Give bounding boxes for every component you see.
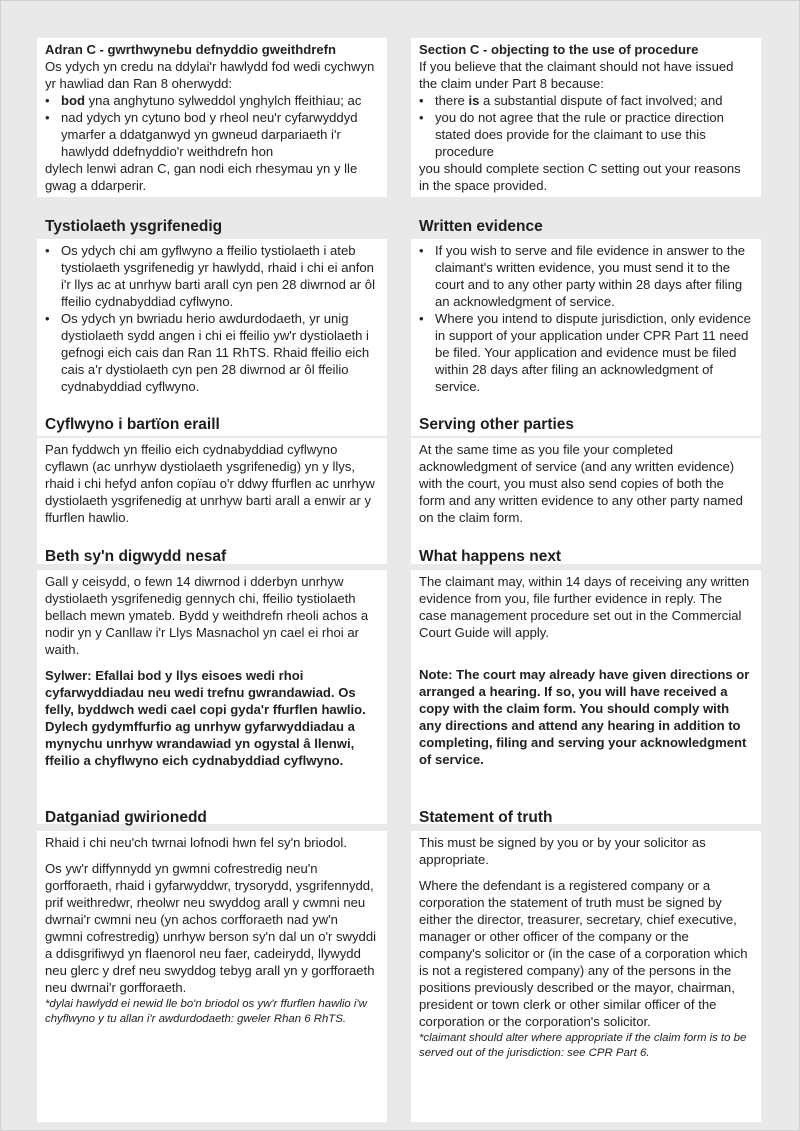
english-written-evidence-box: [411, 239, 761, 436]
english-section-c-box: [411, 38, 761, 197]
english-truth-p2: Where the defendant is a registered company or a corporation the statement of truth must be signed by either the director, treasurer, secretary, chief executive, manager or other officer of the company or the company's solicitor or (in the case of a corporation which is not a registered company) any of the persons in the positions previously described or the mayor, chairman, president or town clerk or other similar officer of the corporation or the corporation's solicitor.: [419, 878, 748, 1029]
english-next-heading: What happens next: [419, 548, 562, 565]
english-next-note: Note: The court may already have given directions or arranged a hearing. If so, you will have received a copy with the claim form. You should comply with any directions and attend any hearing in addition to completing, filing and serving your acknowledgment of service.: [419, 667, 750, 767]
welsh-truth-box: [37, 831, 387, 1122]
english-truth-p1: This must be signed by you or by your solicitor as appropriate.: [419, 835, 706, 867]
welsh-truth-heading: Datganiad gwirionedd: [45, 809, 207, 826]
welsh-truth-note: *dylai hawlydd ei newid lle bo'n briodol os yw'r ffurflen hawlio i'w chyflwyno y tu allan i'r awdurdodaeth: gweler Rhan 6 RhTS.: [45, 998, 367, 1025]
list-item: • Where you intend to dispute jurisdiction, only evidence in support of your application under CPR Part 11 need be filed. Your application and evidence must be filed within 28 days after filing an acknowledgment of service.: [419, 310, 753, 395]
welsh-next-text: Gall y ceisydd, o fewn 14 diwrnod i dderbyn unrhyw dystiolaeth ysgrifenedig gennych chi, ffeilio tystiolaeth bellach mewn ymateb. Bydd y weithdrefn rheoli achos a nodir yn y Canllaw i'r Llys Masnachol yn cael ei rhoi ar waith.: [45, 574, 369, 657]
list-item: • If you wish to serve and file evidence in answer to the claimant's written evidence, you must send it to the court and to any other party within 28 days after filing an acknowledgment of service.: [419, 242, 753, 310]
english-written-evidence-heading: Written evidence: [419, 218, 543, 235]
welsh-truth-p2: Os yw'r diffynnydd yn gwmni cofrestredig neu'n gorfforaeth, rhaid i gyfarwyddwr, trysorydd, ysgrifennydd, prif weithredwr, rheolwr neu swyddog arall y cwmni neu dwrnai'r cwmni neu (yn achos corfforaeth nad yw'n gwmni cofrestredig) unrhyw berson sy'n dal un o'r swyddi a ddisgrifiwyd yn flaenorol neu faer, cadeirydd, llywydd neu glerc y dref neu swyddog tebyg arall yn y gorfforaeth neu dwrnai'r gorfforaeth.: [45, 861, 377, 995]
welsh-section-c-outro: dylech lenwi adran C, gan nodi eich rhesymau yn y lle gwag a ddarperir.: [45, 161, 358, 193]
welsh-next-note: Sylwer: Efallai bod y llys eisoes wedi rhoi cyfarwyddiadau neu wedi trefnu gwrandawiad. Os felly, byddwch wedi cael copi gyda'r ffurflen hawlio. Dylech gydymffurfio ag unrhyw gyfarwyddiadau a mynychu unrhyw wrandawiad yn ogystal â llenwi, ffeilio a chyflwyno eich cydnabyddiad cyflwyno.: [45, 668, 366, 768]
welsh-truth-p1: Rhaid i chi neu'ch twrnai lofnodi hwn fel sy'n briodol.: [45, 835, 347, 850]
welsh-serving-heading: Cyflwyno i bartïon eraill: [45, 416, 220, 433]
welsh-written-evidence-heading: Tystiolaeth ysgrifenedig: [45, 218, 223, 235]
welsh-serving-text: Pan fyddwch yn ffeilio eich cydnabyddiad cyflwyno cyflawn (ac unrhyw dystiolaeth ysgrifenedig) yn y llys, rhaid i chi hefyd anfon copïau o'r ddwy ffurflen ac unrhyw dystiolaeth ysgrifenedig at unrhyw barti arall a enwir ar y ffurflen hawlio.: [45, 442, 375, 525]
english-section-c-outro: you should complete section C setting out your reasons in the space provided.: [419, 161, 741, 193]
welsh-section-c-title: Adran C - gwrthwynebu defnyddio gweithdrefn: [45, 42, 336, 57]
english-serving-heading: Serving other parties: [419, 416, 575, 433]
welsh-next-heading: Beth sy'n digwydd nesaf: [45, 548, 227, 565]
welsh-serving-box: [37, 438, 387, 564]
welsh-section-c-intro: Os ydych yn credu na ddylai'r hawlydd fod wedi cychwyn yr hawliad dan Ran 8 oherwydd:: [45, 59, 375, 91]
english-section-c-intro: If you believe that the claimant should not have issued the claim under Part 8 because:: [419, 59, 734, 91]
english-section-c-title: Section C - objecting to the use of procedure: [419, 42, 699, 57]
english-truth-note: *claimant should alter where appropriate if the claim form is to be served out of the jurisdiction: see CPR Part 6.: [419, 1032, 747, 1059]
english-next-text: The claimant may, within 14 days of receiving any written evidence from you, file further evidence in reply. The case management procedure set out in the Commercial Court Guide will apply.: [419, 574, 750, 640]
english-section-c-list: [419, 92, 753, 160]
english-truth-box: [411, 831, 761, 1122]
list-item: • bod yna anghytuno sylweddol ynghylch ffeithiau; ac: [45, 92, 379, 109]
english-serving-box: [411, 438, 761, 564]
list-item: • there is a substantial dispute of fact involved; and: [419, 92, 753, 109]
list-item: • Os ydych chi am gyflwyno a ffeilio tystiolaeth i ateb tystiolaeth ysgrifenedig yr hawlydd, rhaid i chi ei anfon i'r llys ac at unrhyw barti arall cyn pen 28 diwrnod ar ôl ffeilio cydnabyddiad cyflwyno.: [45, 242, 379, 310]
list-item: • you do not agree that the rule or practice direction stated does provide for the claimant to use this procedure: [419, 109, 753, 160]
welsh-section-c-box: [37, 38, 387, 197]
welsh-written-evidence-box: [37, 239, 387, 436]
list-item: • Os ydych yn bwriadu herio awdurdodaeth, yr unig dystiolaeth sydd angen i chi ei ffeilio yw'r dystiolaeth i gefnogi eich cais dan Ran 11 RhTS. Rhaid ffeilio eich cais a'r dystiolaeth cyn pen 28 diwrnod ar ôl ffeilio cydnabyddiad cyflwyno.: [45, 310, 379, 395]
english-next-box: [411, 570, 761, 824]
welsh-next-box: [37, 570, 387, 824]
english-truth-heading: Statement of truth: [419, 809, 553, 826]
welsh-section-c-list: [45, 92, 379, 160]
english-serving-text: At the same time as you file your completed acknowledgment of service (and any written evidence) with the court, you must also send copies of both the form and any written evidence to any other party named on the claim form.: [419, 442, 743, 525]
list-item: • nad ydych yn cytuno bod y rheol neu'r cyfarwyddyd ymarfer a ddatganwyd yn gwneud darpariaeth i'r hawlydd ddefnyddio'r weithdrefn hon: [45, 109, 379, 160]
